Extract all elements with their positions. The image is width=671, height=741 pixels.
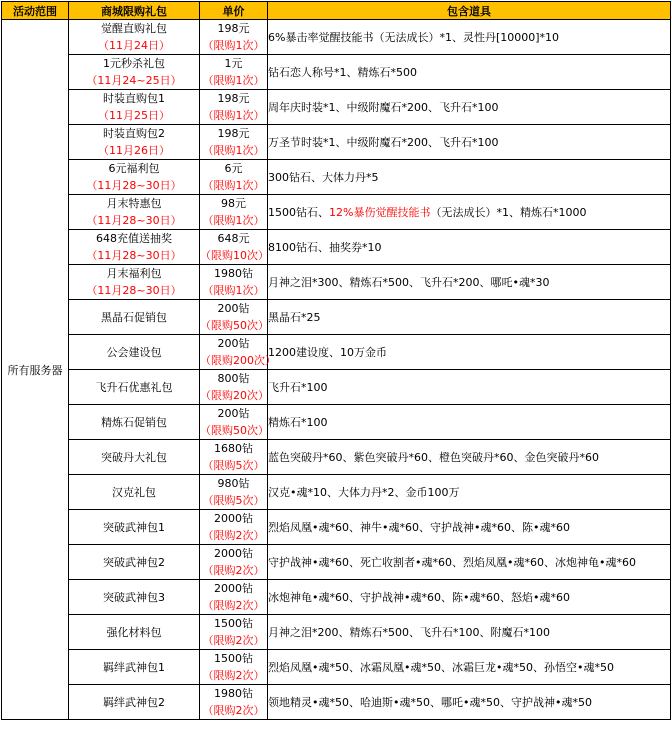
header-scope: 活动范围	[2, 2, 69, 20]
package-name: 648充值送抽奖	[96, 232, 172, 245]
items-cell	[268, 475, 671, 510]
package-date: （11月24~25日）	[86, 74, 182, 87]
package-cell	[69, 125, 200, 160]
items-cell	[268, 300, 671, 335]
table-row	[2, 160, 671, 195]
promo-table	[1, 1, 671, 720]
purchase-limit: （限购1次）	[202, 144, 265, 157]
header-row	[2, 2, 671, 20]
items-text: 烈焰凤凰•魂*50、冰霜凤凰•魂*50、冰霜巨龙•魂*50、孙悟空•魂*50	[268, 661, 614, 674]
package-cell	[69, 20, 200, 55]
price-cell	[200, 20, 268, 55]
package-name: 突破丹大礼包	[101, 450, 167, 464]
table-row	[2, 685, 671, 720]
package-cell	[69, 195, 200, 230]
items-cell	[268, 510, 671, 545]
items-text: 8100钻石、抽奖券*10	[268, 241, 382, 254]
table-row	[2, 580, 671, 615]
package-name: 1元秒杀礼包	[103, 57, 165, 70]
purchase-limit: （限购2次）	[202, 634, 265, 647]
purchase-limit: （限购2次）	[202, 599, 265, 612]
package-name: 突破武神包3	[103, 590, 165, 604]
price-cell	[200, 265, 268, 300]
price-cell	[200, 685, 268, 720]
items-cell	[268, 685, 671, 720]
items-text: 6%暴击率觉醒技能书（无法成长）*1、灵性丹[10000]*10	[268, 31, 560, 44]
package-cell	[69, 230, 200, 265]
items-text: 守护战神•魂*60、死亡收割者•魂*60、烈焰凤凰•魂*60、冰炮神龟•魂*60	[268, 556, 636, 569]
price-value: 200钻	[217, 302, 250, 315]
items-text: 蓝色突破丹*60、紫色突破丹*60、橙色突破丹*60、金色突破丹*60	[268, 451, 599, 464]
items-cell	[268, 125, 671, 160]
table-row	[2, 300, 671, 335]
items-text: 周年庆时装*1、中级附魔石*200、飞升石*100	[268, 101, 499, 114]
header-items: 包含道具	[268, 2, 671, 20]
items-cell	[268, 440, 671, 475]
package-cell	[69, 335, 200, 370]
package-date: （11月28~30日）	[86, 179, 182, 192]
package-cell	[69, 580, 200, 615]
price-value: 800钻	[217, 372, 250, 385]
package-name: 黑晶石促销包	[101, 310, 167, 324]
purchase-limit: （限购1次）	[202, 179, 265, 192]
package-date: （11月28~30日）	[86, 284, 182, 297]
table-row	[2, 230, 671, 265]
table-row	[2, 405, 671, 440]
package-name: 羁绊武神包1	[103, 660, 165, 674]
price-cell	[200, 475, 268, 510]
price-value: 1980钻	[214, 267, 253, 280]
price-value: 198元	[217, 92, 250, 105]
price-value: 2000钻	[214, 547, 253, 560]
price-value: 198元	[217, 22, 250, 35]
package-name: 时装直购包2	[103, 127, 165, 140]
table-row	[2, 440, 671, 475]
table-row	[2, 335, 671, 370]
purchase-limit: （限购1次）	[202, 214, 265, 227]
table-row	[2, 510, 671, 545]
price-value: 200钻	[217, 337, 250, 350]
price-value: 2000钻	[214, 512, 253, 525]
table-row	[2, 20, 671, 55]
items-text: 钻石恋人称号*1、精炼石*500	[268, 66, 417, 79]
package-name: 时装直购包1	[103, 92, 165, 105]
package-cell	[69, 160, 200, 195]
package-cell	[69, 685, 200, 720]
purchase-limit: （限购1次）	[202, 74, 265, 87]
purchase-limit: （限购50次）	[200, 319, 269, 332]
items-cell	[268, 580, 671, 615]
items-text: 烈焰凤凰•魂*60、神牛•魂*60、守护战神•魂*60、陈•魂*60	[268, 521, 570, 534]
package-name: 月末福利包	[106, 267, 162, 280]
items-text: 汉克•魂*10、大体力丹*2、金币100万	[268, 486, 460, 499]
table-row	[2, 370, 671, 405]
package-cell	[69, 90, 200, 125]
price-cell	[200, 300, 268, 335]
items-text: 飞升石*100	[268, 381, 328, 394]
purchase-limit: （限购1次）	[202, 109, 265, 122]
package-cell	[69, 55, 200, 90]
items-cell	[268, 160, 671, 195]
price-value: 200钻	[217, 407, 250, 420]
items-cell	[268, 265, 671, 300]
items-cell	[268, 615, 671, 650]
price-value: 1500钻	[214, 652, 253, 665]
purchase-limit: （限购50次）	[200, 424, 269, 437]
table-row	[2, 90, 671, 125]
price-cell	[200, 55, 268, 90]
price-value: 648元	[217, 232, 250, 245]
package-name: 羁绊武神包2	[103, 695, 165, 709]
price-cell	[200, 440, 268, 475]
package-date: （11月26日）	[98, 144, 170, 157]
items-cell	[268, 20, 671, 55]
package-cell	[69, 405, 200, 440]
table-row	[2, 650, 671, 685]
price-value: 1元	[224, 57, 243, 70]
purchase-limit: （限购5次）	[202, 459, 265, 472]
items-text: 1200建设度、10万金币	[268, 346, 387, 359]
items-text: （无法成长）*1、精炼石*1000	[430, 206, 587, 219]
package-cell	[69, 300, 200, 335]
table-row	[2, 615, 671, 650]
package-cell	[69, 545, 200, 580]
package-name: 汉克礼包	[112, 485, 156, 499]
package-cell	[69, 265, 200, 300]
price-cell	[200, 615, 268, 650]
items-text: 冰炮神龟•魂*60、守护战神•魂*60、陈•魂*60、怒焰•魂*60	[268, 591, 570, 604]
package-cell	[69, 650, 200, 685]
price-cell	[200, 125, 268, 160]
price-value: 198元	[217, 127, 250, 140]
price-cell	[200, 370, 268, 405]
items-text: 精炼石*100	[268, 416, 328, 429]
purchase-limit: （限购20次）	[200, 389, 269, 402]
purchase-limit: （限购2次）	[202, 669, 265, 682]
header-package: 商城限购礼包	[69, 2, 200, 20]
price-value: 1680钻	[214, 442, 253, 455]
header-price: 单价	[200, 2, 268, 20]
package-name: 飞升石优惠礼包	[95, 380, 173, 394]
price-value: 6元	[224, 162, 243, 175]
purchase-limit: （限购5次）	[202, 494, 265, 507]
items-cell	[268, 405, 671, 440]
price-cell	[200, 160, 268, 195]
package-cell	[69, 615, 200, 650]
items-cell	[268, 650, 671, 685]
package-cell	[69, 370, 200, 405]
items-text: 1500钻石、	[268, 206, 329, 219]
items-text: 300钻石、大体力丹*5	[268, 171, 379, 184]
package-name: 突破武神包2	[103, 555, 165, 569]
items-cell	[268, 230, 671, 265]
price-cell	[200, 580, 268, 615]
package-cell	[69, 475, 200, 510]
price-cell	[200, 195, 268, 230]
table-row	[2, 265, 671, 300]
price-cell	[200, 90, 268, 125]
items-cell	[268, 370, 671, 405]
table-row	[2, 475, 671, 510]
price-value: 1500钻	[214, 617, 253, 630]
items-cell	[268, 335, 671, 370]
package-cell	[69, 510, 200, 545]
price-cell	[200, 405, 268, 440]
package-name: 觉醒直购礼包	[101, 22, 167, 35]
price-cell	[200, 510, 268, 545]
items-cell	[268, 545, 671, 580]
package-name: 强化材料包	[106, 625, 162, 639]
items-cell	[268, 90, 671, 125]
items-text: 万圣节时装*1、中级附魔石*200、飞升石*100	[268, 136, 499, 149]
table-row	[2, 195, 671, 230]
items-text: 黑晶石*25	[268, 311, 321, 324]
table-row	[2, 545, 671, 580]
package-cell	[69, 440, 200, 475]
purchase-limit: （限购2次）	[202, 564, 265, 577]
purchase-limit: （限购1次）	[202, 284, 265, 297]
highlight-item: 12%暴伤觉醒技能书	[329, 206, 431, 219]
package-date: （11月28~30日）	[86, 249, 182, 262]
price-cell	[200, 230, 268, 265]
purchase-limit: （限购2次）	[202, 529, 265, 542]
purchase-limit: （限购200次）	[200, 354, 276, 367]
items-text: 月神之泪*200、精炼石*500、飞升石*100、附魔石*100	[268, 626, 550, 639]
items-cell	[268, 195, 671, 230]
items-text: 领地精灵•魂*50、哈迪斯•魂*50、哪吒•魂*50、守护战神•魂*50	[268, 696, 592, 709]
price-value: 1980钻	[214, 687, 253, 700]
purchase-limit: （限购10次）	[200, 249, 269, 262]
price-value: 980钻	[217, 477, 250, 490]
package-name: 精炼石促销包	[101, 415, 167, 429]
price-value: 2000钻	[214, 582, 253, 595]
package-name: 月末特惠包	[106, 197, 162, 210]
purchase-limit: （限购2次）	[202, 704, 265, 717]
package-date: （11月28~30日）	[86, 214, 182, 227]
price-value: 98元	[221, 197, 246, 210]
items-cell	[268, 55, 671, 90]
scope-cell: 所有服务器	[2, 20, 69, 720]
package-name: 6元福利包	[108, 162, 160, 175]
price-cell	[200, 335, 276, 370]
purchase-limit: （限购1次）	[202, 39, 265, 52]
package-date: （11月24日）	[98, 39, 170, 52]
package-name: 突破武神包1	[103, 520, 165, 534]
package-date: （11月25日）	[98, 109, 170, 122]
items-text: 月神之泪*300、精炼石*500、飞升石*200、哪吒•魂*30	[268, 276, 550, 289]
table-row	[2, 55, 671, 90]
price-cell	[200, 545, 268, 580]
price-cell	[200, 650, 268, 685]
table-row	[2, 125, 671, 160]
package-name: 公会建设包	[106, 345, 162, 359]
